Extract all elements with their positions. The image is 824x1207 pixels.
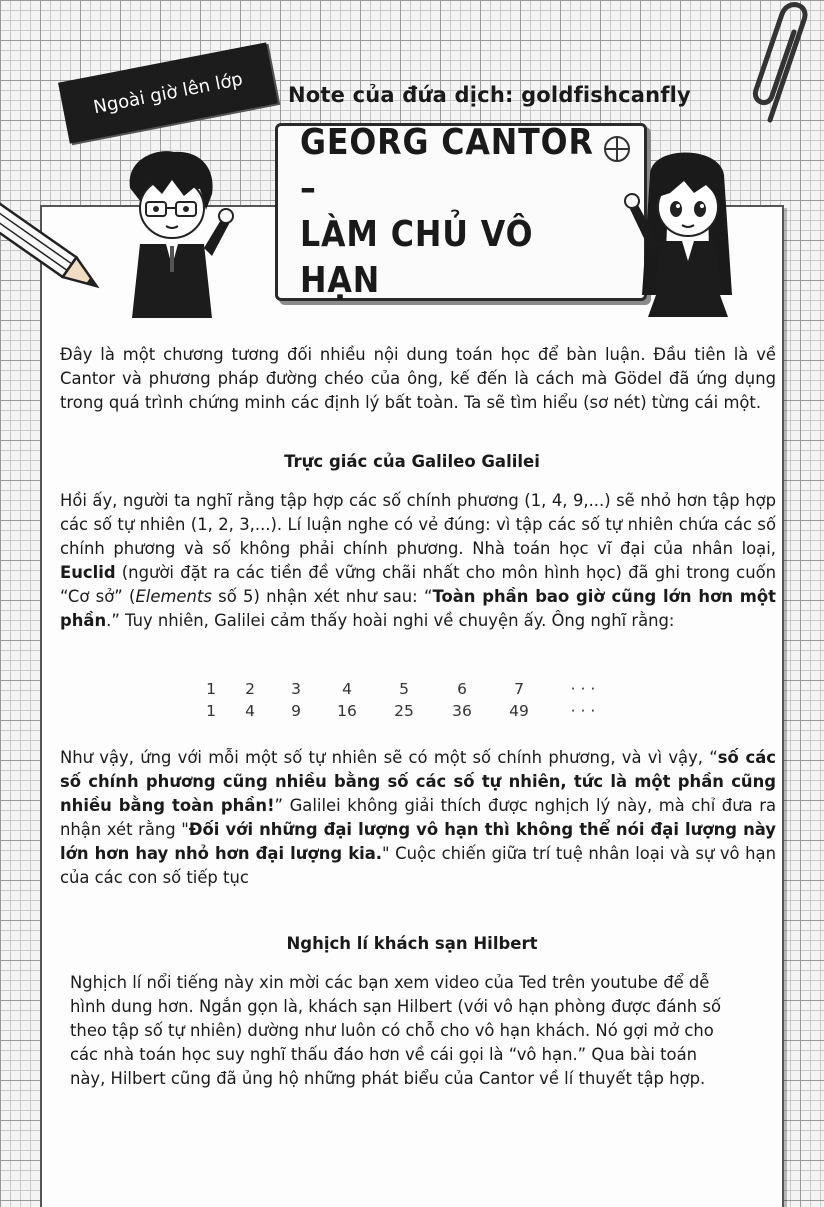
bold-statement: số các số chính phương cũng nhiều bằng số các số tự nhiên, tức là một phần cũng nhiều bằng toàn phần! [60,748,776,815]
category-tag-label: Ngoài giờ lên lớp [91,68,245,118]
square-numbers-row [195,702,619,720]
euclid-name: Euclid [60,563,116,582]
number-cell: 7 [514,680,524,698]
number-cell: 49 [509,702,529,720]
number-cell: 1 [206,680,216,698]
number-cell: 9 [291,702,301,720]
number-cell: 2 [245,680,255,698]
girl-character-illustration [620,145,760,325]
galileo-remark: Đối với những đại lượng vô hạn thì không thể nói đại lượng này lớn hơn hay nhỏ hơn đại lượng kia. [60,820,776,863]
translator-note: Note của đứa dịch: goldfishcanfly [288,83,691,107]
text-run: .” Tuy nhiên, Galilei cảm thấy hoài nghi về chuyện ấy. Ông nghĩ rằng: [106,611,675,630]
paperclip-icon [748,0,824,130]
text-run: (người đặt ra các tiền đề vững chãi nhất cho môn hình học) đã ghi trong cuốn “Cơ sở” ( [60,563,776,606]
section-heading-hilbert: Nghịch lí khách sạn Hilbert [286,934,538,953]
title-card [275,123,647,301]
pencil-icon [0,190,120,310]
section-heading-galileo: Trực giác của Galileo Galilei [284,452,540,471]
galileo-paragraph-1 [60,489,776,633]
text-run: ” Galilei không giải thích được nghịch lý này, mà chỉ đưa ra nhận xét rằng " [60,796,776,839]
number-cell: 5 [399,680,409,698]
ellipsis: · · · [570,702,596,720]
number-cell: 16 [337,702,357,720]
number-cell: 4 [245,702,255,720]
category-tag [58,42,278,143]
number-cell: 3 [291,680,301,698]
number-cell: 1 [206,702,216,720]
ellipsis: · · · [570,680,596,698]
natural-numbers-row [195,680,619,698]
euclid-quote: Toàn phần bao giờ cũng lớn hơn một phần [60,587,776,630]
text-run: số 5) nhận xét như sau: “ [211,587,433,606]
number-cell: 4 [342,680,352,698]
number-cell: 25 [394,702,414,720]
page-title-line-1: GEORG CANTOR – [299,122,594,209]
hilbert-paragraph: Nghịch lí nổi tiếng này xin mời các bạn xem video của Ted trên youtube để dễ hình dung hơn. Ngắn gọn là, khách sạn Hilbert (với vô hạn phòng được đánh số theo tập số tự nhiên) dường như luôn có chỗ cho vô hạn khách. Nó gợi mở cho các nhà toán học suy nghĩ thấu đáo hơn về cái gọi là “vô hạn.” Qua bài toán này, Hilbert cũng đã ủng hộ những phát biểu của Cantor về lí thuyết tập hợp. [70,973,722,1088]
page-title-line-2: LÀM CHỦ VÔ HẠN [299,214,534,301]
intro-paragraph: Đây là một chương tương đối nhiều nội dung toán học để bàn luận. Đầu tiên là về Cantor và phương pháp đường chéo của ông, kế đến là cách mà Gödel đã ứng dụng trong quá trình chứng minh các định lý bất toàn. Ta sẽ tìm hiểu (sơ nét) từng cái một. [60,345,776,412]
elements-title: Elements [135,587,212,606]
number-cell: 36 [452,702,472,720]
text-run: Như vậy, ứng với mỗi một số tự nhiên sẽ có một số chính phương, và vì vậy, “ [60,748,718,767]
galileo-paragraph-2 [60,746,776,890]
boy-character-illustration [108,148,238,323]
text-run: Hồi ấy, người ta nghĩ rằng tập hợp các số chính phương (1, 4, 9,...) sẽ nhỏ hơn tập hợp các số tự nhiên (1, 2, 3,...). Lí luận nghe có vẻ đúng: vì tập các số tự nhiên chứa các số chính phương và số không phải chính phương. Nhà toán học vĩ đại của nhân loại, [60,491,776,558]
number-cell: 6 [457,680,467,698]
text-run: " Cuộc chiến giữa trí tuệ nhân loại và sự vô hạn của các con số tiếp tục [60,844,776,887]
